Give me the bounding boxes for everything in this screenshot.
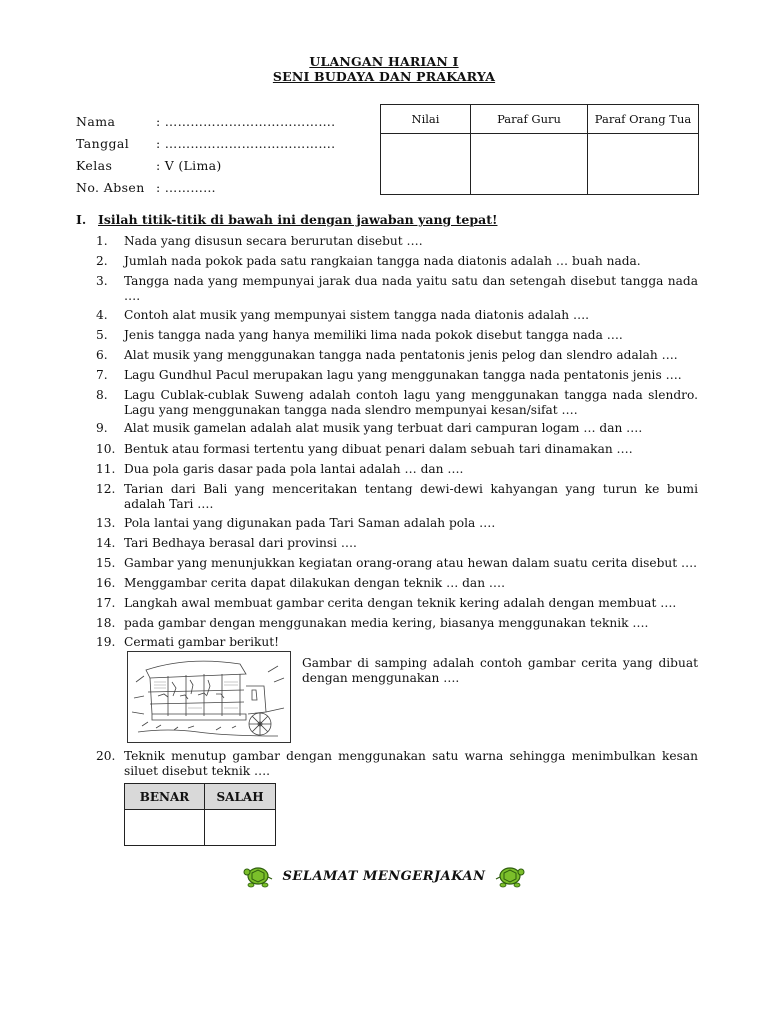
question-item bbox=[96, 274, 698, 303]
score-header-teacher-sign: Paraf Guru bbox=[471, 105, 588, 134]
identity-label: No. Absen bbox=[76, 179, 145, 195]
question-number: 13. bbox=[96, 516, 116, 530]
identity-label: Nama bbox=[76, 113, 116, 129]
question-item bbox=[96, 421, 698, 436]
question-number: 1. bbox=[96, 234, 108, 248]
question-number: 17. bbox=[96, 596, 116, 610]
question-item bbox=[96, 516, 698, 531]
question-text: Lagu Cublak-cublak Suweng adalah contoh lagu yang menggunakan tangga nada slendro. Lagu yang menggunakan tangga nada slendro mempunyai kesan/sifat …. bbox=[124, 388, 698, 417]
question-text: Jumlah nada pokok pada satu rangkaian tangga nada diatonis adalah … buah nada. bbox=[124, 254, 641, 268]
question-text: Tarian dari Bali yang menceritakan tentang dewi-dewi kahyangan yang turun ke bumi adalah Tari …. bbox=[124, 482, 698, 511]
parent-sign-cell[interactable] bbox=[588, 134, 699, 195]
question-number: 6. bbox=[96, 348, 108, 362]
picture-question-caption: Gambar di samping adalah contoh gambar cerita yang dibuat dengan menggunakan …. bbox=[302, 656, 698, 685]
question-number: 19. bbox=[96, 635, 116, 649]
question-item bbox=[96, 556, 698, 571]
identity-label: Kelas bbox=[76, 157, 113, 173]
exam-title: ULANGAN HARIAN I bbox=[309, 54, 459, 69]
question-number: 4. bbox=[96, 308, 108, 322]
question-item bbox=[96, 388, 698, 417]
question-item bbox=[96, 234, 698, 249]
question-item bbox=[96, 368, 698, 383]
identity-row-class bbox=[76, 154, 335, 176]
section-heading bbox=[76, 212, 497, 227]
question-text: Menggambar cerita dapat dilakukan dengan teknik … dan …. bbox=[124, 576, 505, 590]
question-number: 11. bbox=[96, 462, 116, 476]
question-text: Alat musik yang menggunakan tangga nada pentatonis jenis pelog dan slendro adalah …. bbox=[124, 348, 678, 362]
turtle-icon bbox=[243, 863, 273, 889]
correct-header: BENAR bbox=[125, 784, 205, 810]
question-text: Tangga nada yang mempunyai jarak dua nada yaitu satu dan setengah disebut tangga nada …. bbox=[124, 274, 698, 303]
question-text: Contoh alat musik yang mempunyai sistem tangga nada diatonis adalah …. bbox=[124, 308, 590, 322]
question-text: Dua pola garis dasar pada pola lantai adalah … dan …. bbox=[124, 462, 464, 476]
question-text: Teknik menutup gambar dengan menggunakan satu warna sehingga menimbulkan kesan siluet disebut teknik …. bbox=[124, 749, 698, 778]
identity-row-name bbox=[76, 110, 335, 132]
score-table bbox=[380, 104, 699, 195]
teacher-sign-cell[interactable] bbox=[471, 134, 588, 195]
identity-label: Tanggal bbox=[76, 135, 130, 151]
question-number: 14. bbox=[96, 536, 116, 550]
question-text: Nada yang disusun secara berurutan disebut …. bbox=[124, 234, 423, 248]
question-text: Tari Bedhaya berasal dari provinsi …. bbox=[124, 536, 357, 550]
question-item bbox=[96, 348, 698, 363]
question-number: 9. bbox=[96, 421, 108, 435]
question-item bbox=[96, 442, 698, 457]
turtle-icon bbox=[495, 863, 525, 889]
question-item bbox=[96, 482, 698, 511]
identity-value: : ………… bbox=[156, 179, 216, 195]
question-number: 20. bbox=[96, 749, 116, 763]
correct-count-cell[interactable] bbox=[125, 810, 205, 846]
grade-cell[interactable] bbox=[381, 134, 471, 195]
question-text: Pola lantai yang digunakan pada Tari Saman adalah pola …. bbox=[124, 516, 496, 530]
question-number: 5. bbox=[96, 328, 108, 342]
question-item bbox=[96, 328, 698, 343]
section-instruction: Isilah titik-titik di bawah ini dengan jawaban yang tepat! bbox=[98, 212, 498, 227]
question-text: Alat musik gamelan adalah alat musik yang terbuat dari campuran logam … dan …. bbox=[124, 421, 643, 435]
question-text: Cermati gambar berikut! bbox=[124, 635, 280, 649]
student-identity-block bbox=[76, 110, 335, 198]
question-item bbox=[96, 616, 698, 631]
question-text: Jenis tangga nada yang hanya memiliki lima nada pokok disebut tangga nada …. bbox=[124, 328, 623, 342]
question-item bbox=[96, 536, 698, 551]
identity-row-absence-number bbox=[76, 176, 335, 198]
closing-message: SELAMAT MENGERJAKAN bbox=[282, 868, 486, 884]
question-number: 12. bbox=[96, 482, 116, 496]
identity-value: : V (Lima) bbox=[156, 157, 222, 173]
question-number: 10. bbox=[96, 442, 116, 456]
question-item bbox=[96, 576, 698, 591]
question-item bbox=[96, 254, 698, 269]
wrong-header: SALAH bbox=[205, 784, 276, 810]
question-item bbox=[96, 462, 698, 477]
story-sketch-image bbox=[127, 651, 291, 743]
question-item bbox=[96, 596, 698, 611]
question-text: Gambar yang menunjukkan kegiatan orang-orang atau hewan dalam suatu cerita disebut …. bbox=[124, 556, 698, 570]
worksheet-header bbox=[0, 54, 768, 84]
cart-sketch-illustration bbox=[128, 652, 290, 742]
score-header-grade: Nilai bbox=[381, 105, 471, 134]
question-number: 2. bbox=[96, 254, 108, 268]
identity-value: : …………………………………. bbox=[156, 113, 336, 129]
question-text: Lagu Gundhul Pacul merupakan lagu yang menggunakan tangga nada pentatonis jenis …. bbox=[124, 368, 682, 382]
question-item bbox=[96, 308, 698, 323]
question-text: Langkah awal membuat gambar cerita dengan teknik kering adalah dengan membuat …. bbox=[124, 596, 677, 610]
question-text: pada gambar dengan menggunakan media kering, biasanya menggunakan teknik …. bbox=[124, 616, 649, 630]
section-number: I. bbox=[76, 212, 87, 227]
identity-row-date bbox=[76, 132, 335, 154]
wrong-count-cell[interactable] bbox=[205, 810, 276, 846]
question-number: 8. bbox=[96, 388, 108, 402]
subject-title: SENI BUDAYA DAN PRAKARYA bbox=[272, 69, 496, 84]
question-number: 16. bbox=[96, 576, 116, 590]
closing-banner bbox=[0, 856, 768, 896]
answer-score-table bbox=[124, 783, 276, 846]
question-number: 15. bbox=[96, 556, 116, 570]
question-number: 3. bbox=[96, 274, 108, 288]
question-item bbox=[96, 749, 698, 778]
question-text: Bentuk atau formasi tertentu yang dibuat penari dalam sebuah tari dinamakan …. bbox=[124, 442, 633, 456]
question-number: 18. bbox=[96, 616, 116, 630]
identity-value: : …………………………………. bbox=[156, 135, 336, 151]
question-item bbox=[96, 635, 698, 650]
score-header-parent-sign: Paraf Orang Tua bbox=[588, 105, 699, 134]
question-number: 7. bbox=[96, 368, 108, 382]
